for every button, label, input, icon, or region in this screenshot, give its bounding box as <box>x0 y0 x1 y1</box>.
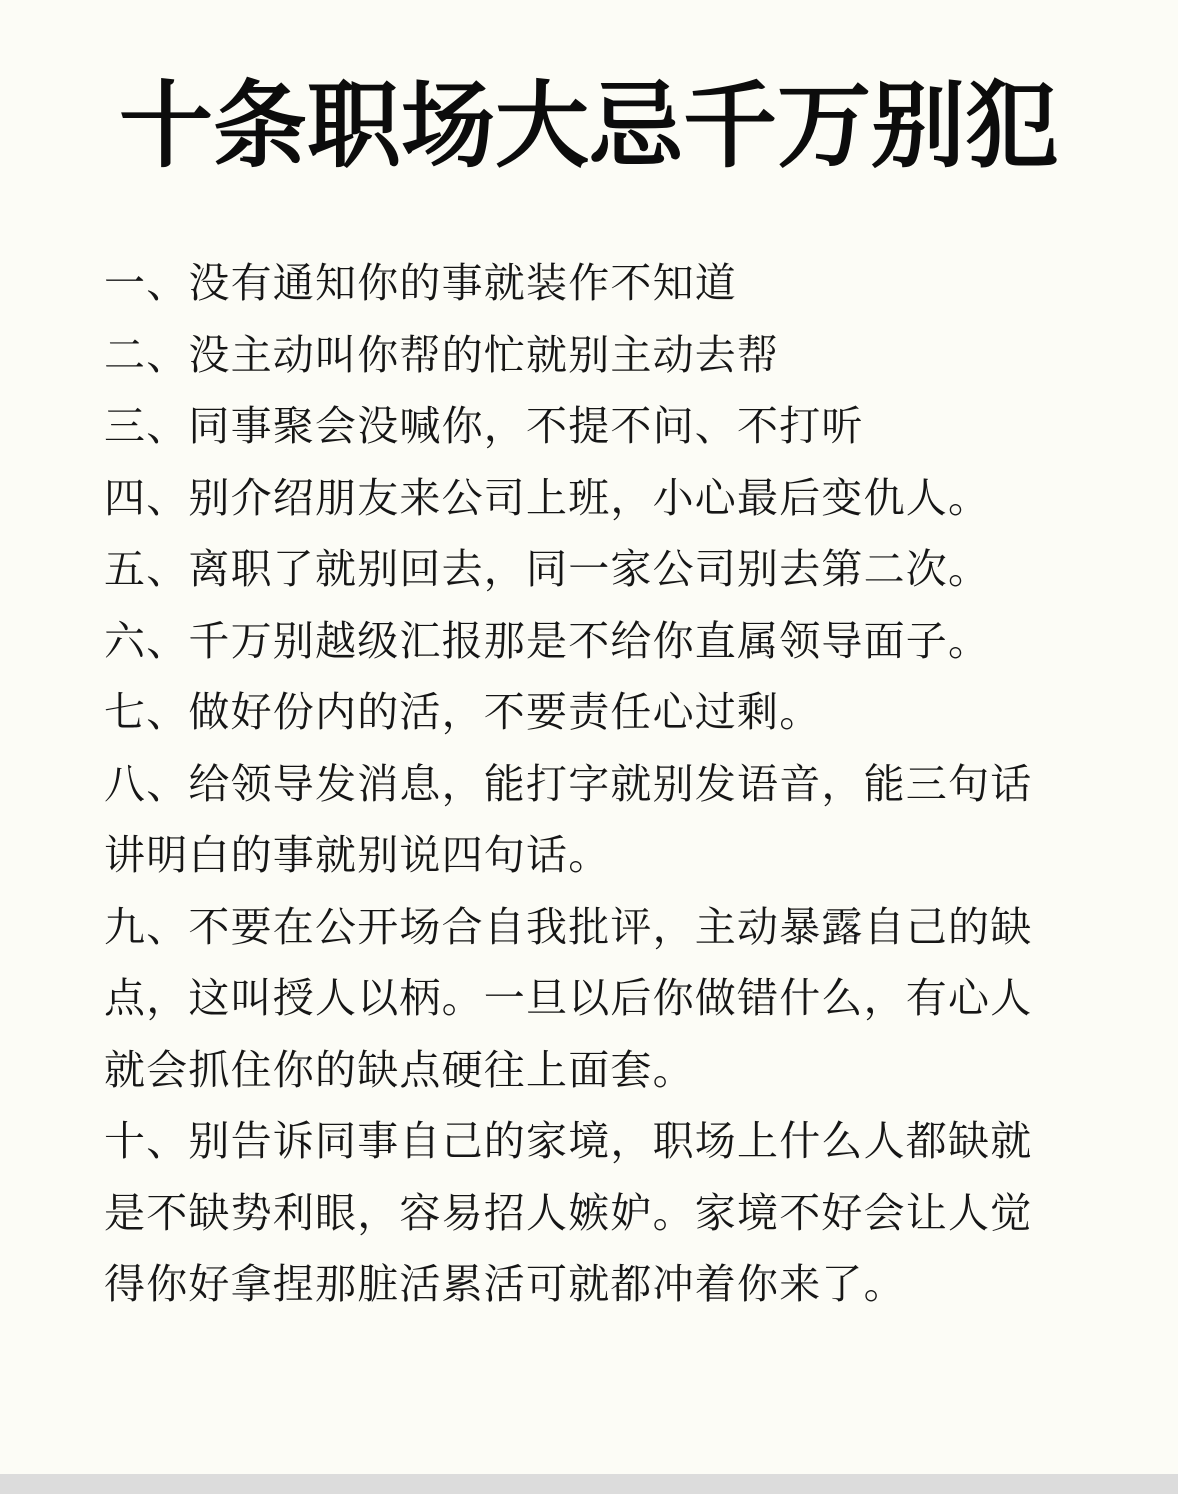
rule-item-4: 四、别介绍朋友来公司上班，小心最后变仇人。 <box>104 473 991 522</box>
bottom-edge-strip <box>0 1474 1178 1494</box>
rule-item-2: 二、没主动叫你帮的忙就别主动去帮 <box>104 330 780 379</box>
rule-item-9: 九、不要在公开场合自我批评，主动暴露自己的缺点，这叫授人以柄。一旦以后你做错什么，有心人就会抓住你的缺点硬往上面套。 <box>104 902 1033 1094</box>
rule-item-5: 五、离职了就别回去，同一家公司别去第二次。 <box>104 545 991 593</box>
page-title: 十条职场大忌千万别犯 <box>118 72 1059 181</box>
rule-item-6: 六、千万别越级汇报那是不给你直属领导面子。 <box>104 616 991 665</box>
rules-list <box>104 248 1064 1321</box>
rule-item-1: 一、没有通知你的事就装作不知道 <box>104 259 737 307</box>
rule-item-7: 七、做好份内的活，不要责任心过剩。 <box>104 688 822 736</box>
rule-item-10: 十、别告诉同事自己的家境，职场上什么人都缺就是不缺势利眼，容易招人嫉妒。家境不好会让人觉得你好拿捏那脏活累活可就都冲着你来了。 <box>104 1117 1033 1308</box>
rule-item-8: 八、给领导发消息，能打字就别发语音，能三句话讲明白的事就别说四句话。 <box>104 759 1033 879</box>
rule-item-3: 三、同事聚会没喊你，不提不问、不打听 <box>104 402 864 450</box>
